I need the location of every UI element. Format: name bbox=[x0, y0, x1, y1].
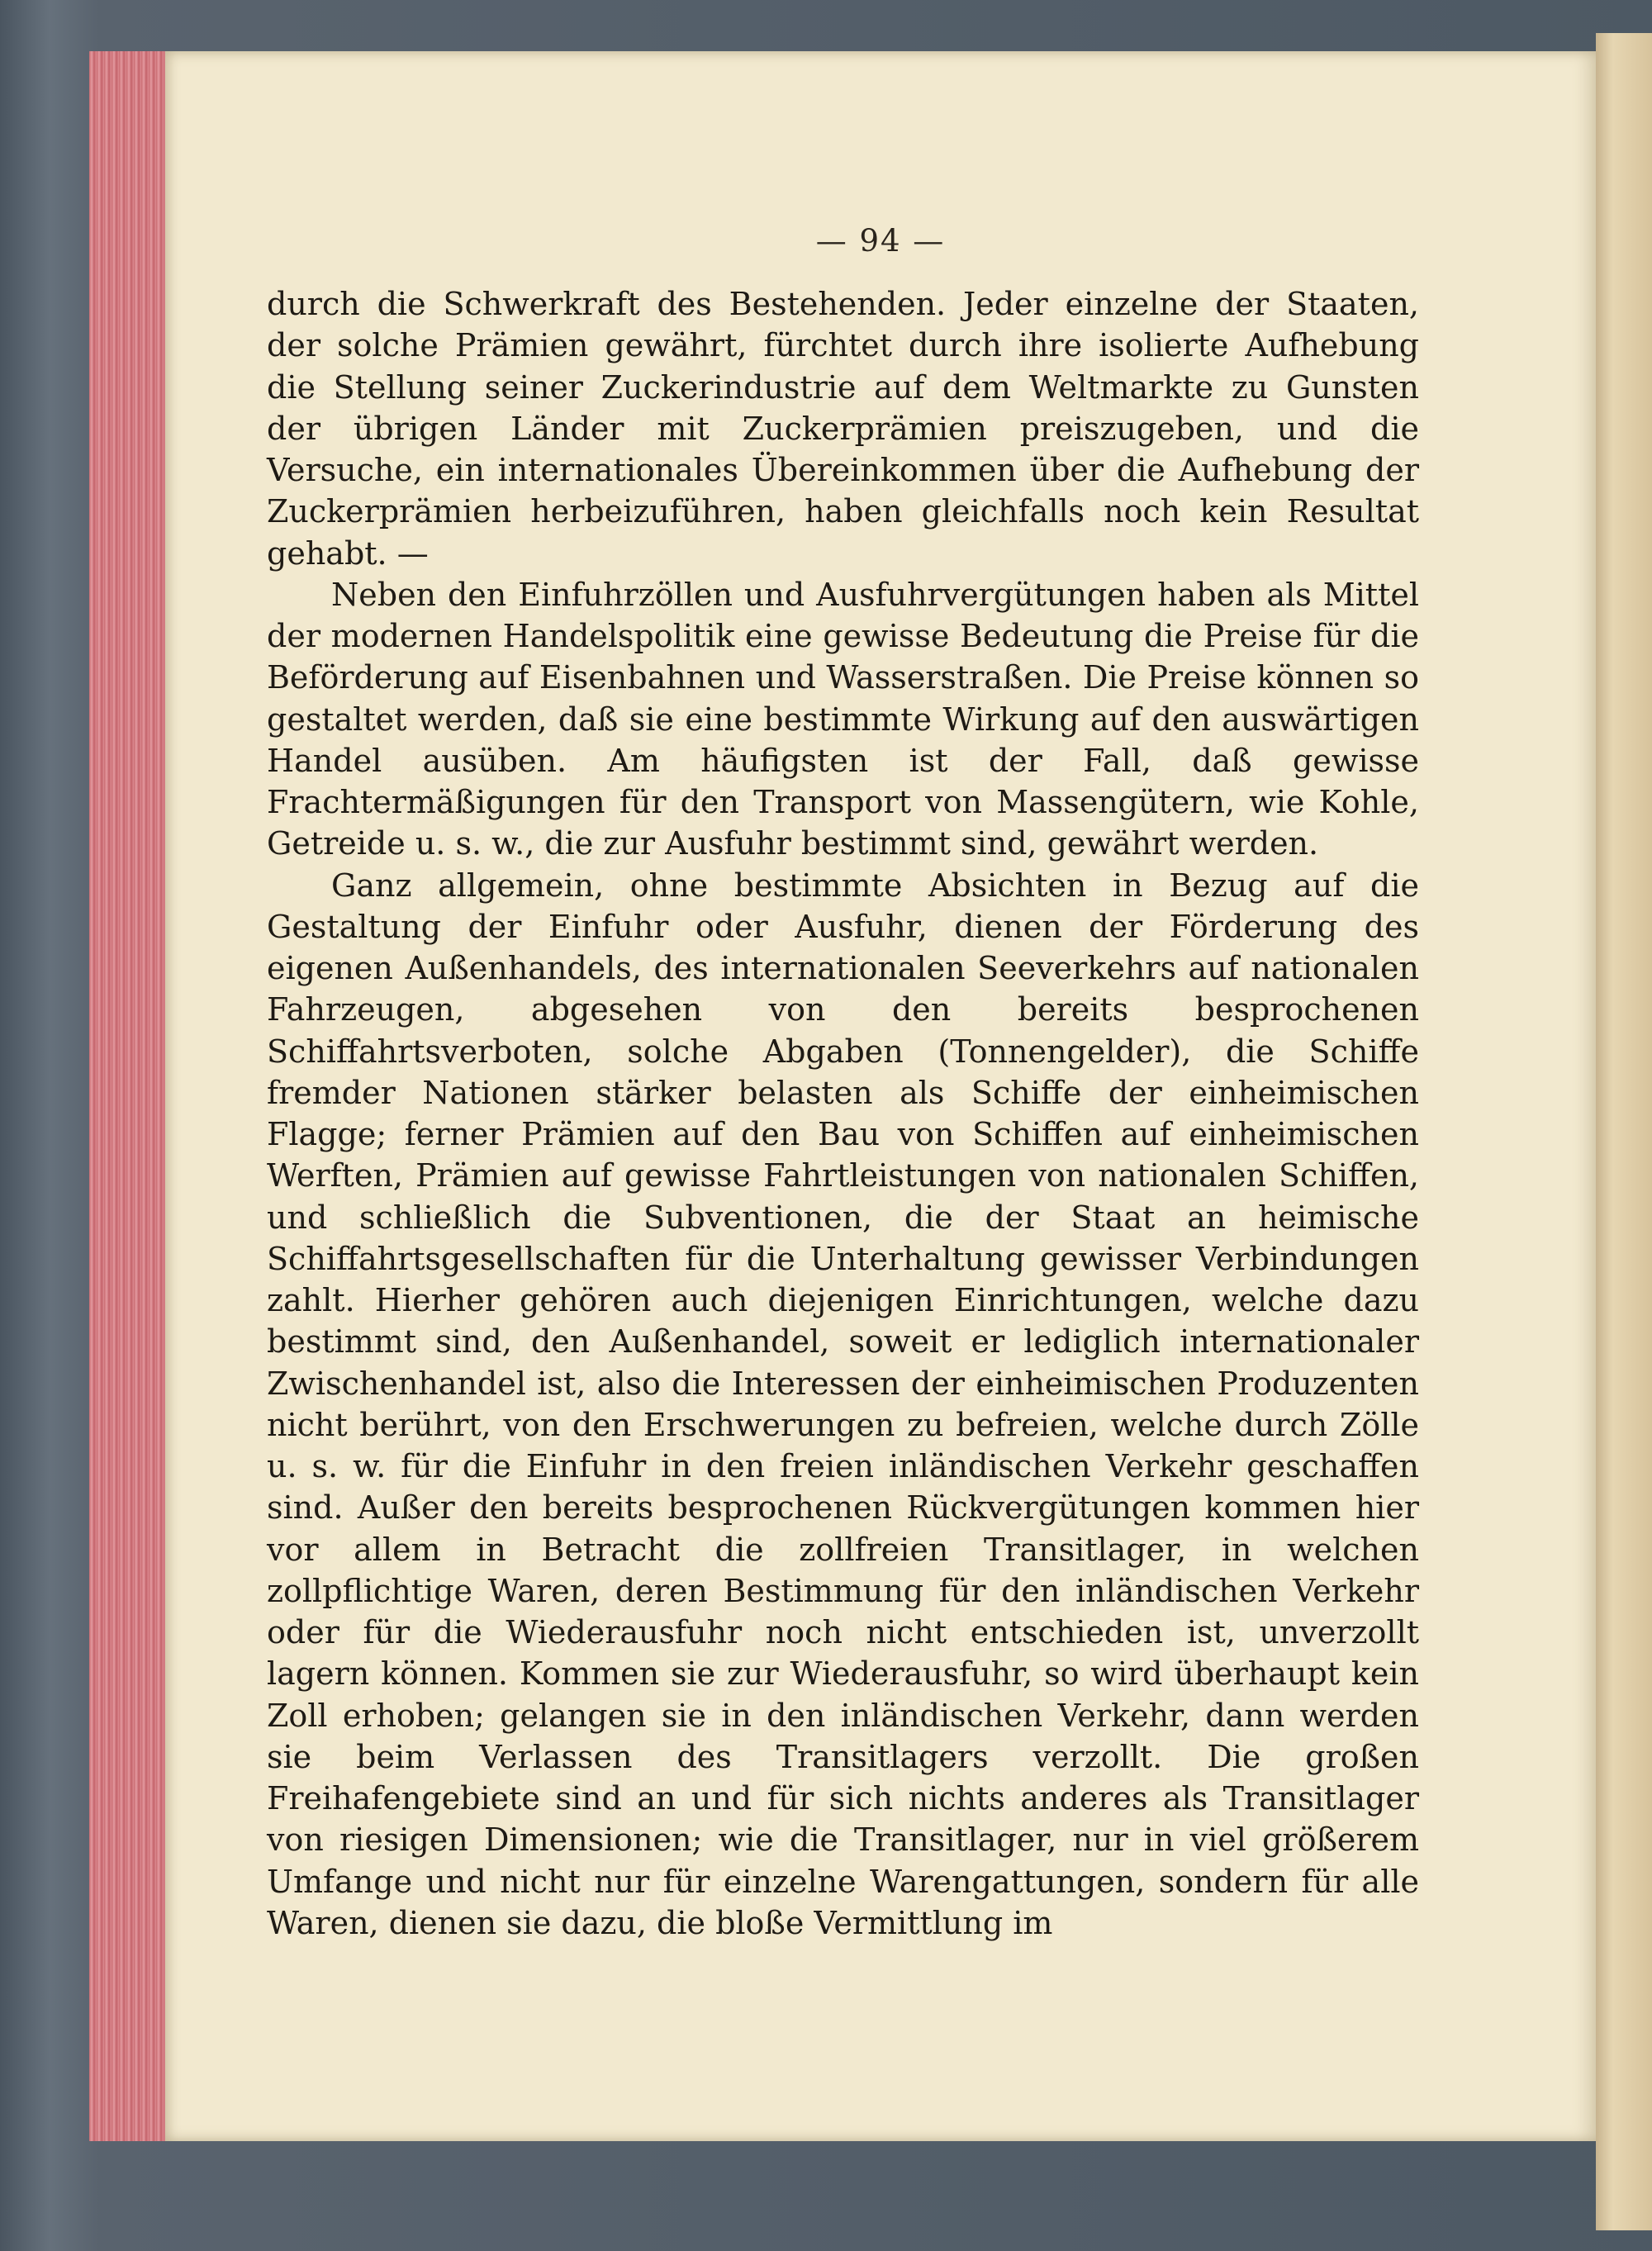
paragraph-transport-prices: Neben den Einfuhrzöllen und Ausfuhrvergütungen haben als Mittel der modernen Handelspolitik eine gewisse Bedeutung die Preise für die Beförderung auf Eisenbahnen und Wasserstraßen. Die Preise können so gestaltet werden, daß sie eine bestimmte Wirkung auf den auswärtigen Handel ausüben. Am häufigsten ist der Fall, daß gewisse Frachtermäßigungen für den Transport von Massengütern, wie Kohle, Getreide u. s. w., die zur Ausfuhr bestimmt sind, gewährt werden. bbox=[267, 576, 1419, 862]
paragraph-shipping-transit: Ganz allgemein, ohne bestimmte Absichten in Bezug auf die Gestaltung der Einfuhr oder Ausfuhr, dienen der Förderung des eigenen Außenhandels, des internationalen Seeverkehrs auf nationalen Fahrzeugen, abgesehen von den bereits besprochenen Schiffahrtsverboten, solche Abgaben (Tonnengelder), die Schiffe fremder Nationen stärker belasten als Schiffe der einheimischen Flagge; ferner Prämien auf den Bau von Schiffen auf einheimischen Werften, Prämien auf gewisse Fahrtleistungen von nationalen Schiffen, und schließlich die Subventionen, die der Staat an heimische Schiffahrtsgesellschaften für die Unterhaltung gewisser Verbindungen zahlt. Hierher gehören auch diejenigen Einrichtungen, welche dazu bestimmt sind, den Außenhandel, soweit er lediglich internationaler Zwischenhandel ist, also die Interessen der einheimischen Produzenten nicht berührt, von den Erschwerungen zu befreien, welche durch Zölle u. s. w. für die Einfuhr in den freien inländischen Verkehr geschaffen sind. Außer den bereits besprochenen Rückvergütungen kommen hier vor allem in Betracht die zollfreien Transitlager, in welchen zollpflichtige Waren, deren Bestimmung für den inländischen Verkehr oder für die Wiederausfuhr noch nicht entschieden ist, unverzollt lagern können. Kommen sie zur Wiederausfuhr, so wird überhaupt kein Zoll erhoben; gelangen sie in den inländischen Verkehr, dann werden sie beim Verlassen des Transitlagers verzollt. Die großen Freihafengebiete sind an und für sich nichts anderes als Transitlager von riesigen Dimensionen; wie die Transitlager, nur in viel größerem Umfange und nicht nur für einzelne Warengattungen, sondern für alle Waren, dienen sie dazu, die bloße Vermittlung im bbox=[267, 867, 1419, 1941]
facing-page-edge bbox=[1596, 33, 1652, 2230]
page-stack-edge bbox=[89, 51, 172, 2141]
paragraph-continuation: durch die Schwerkraft des Bestehenden. Jeder einzelne der Staaten, der solche Prämien gewährt, fürchtet durch ihre isolierte Aufhebung die Stellung seiner Zuckerindustrie auf dem Weltmarkte zu Gunsten der übrigen Länder mit Zuckerprämien preiszugeben, und die Versuche, ein internationales Übereinkommen über die Aufhebung der Zuckerprämien herbeizuführen, haben gleichfalls noch kein Resultat gehabt. — bbox=[267, 286, 1419, 572]
body-text bbox=[267, 283, 1419, 1944]
page-number: — 94 — bbox=[815, 223, 946, 259]
